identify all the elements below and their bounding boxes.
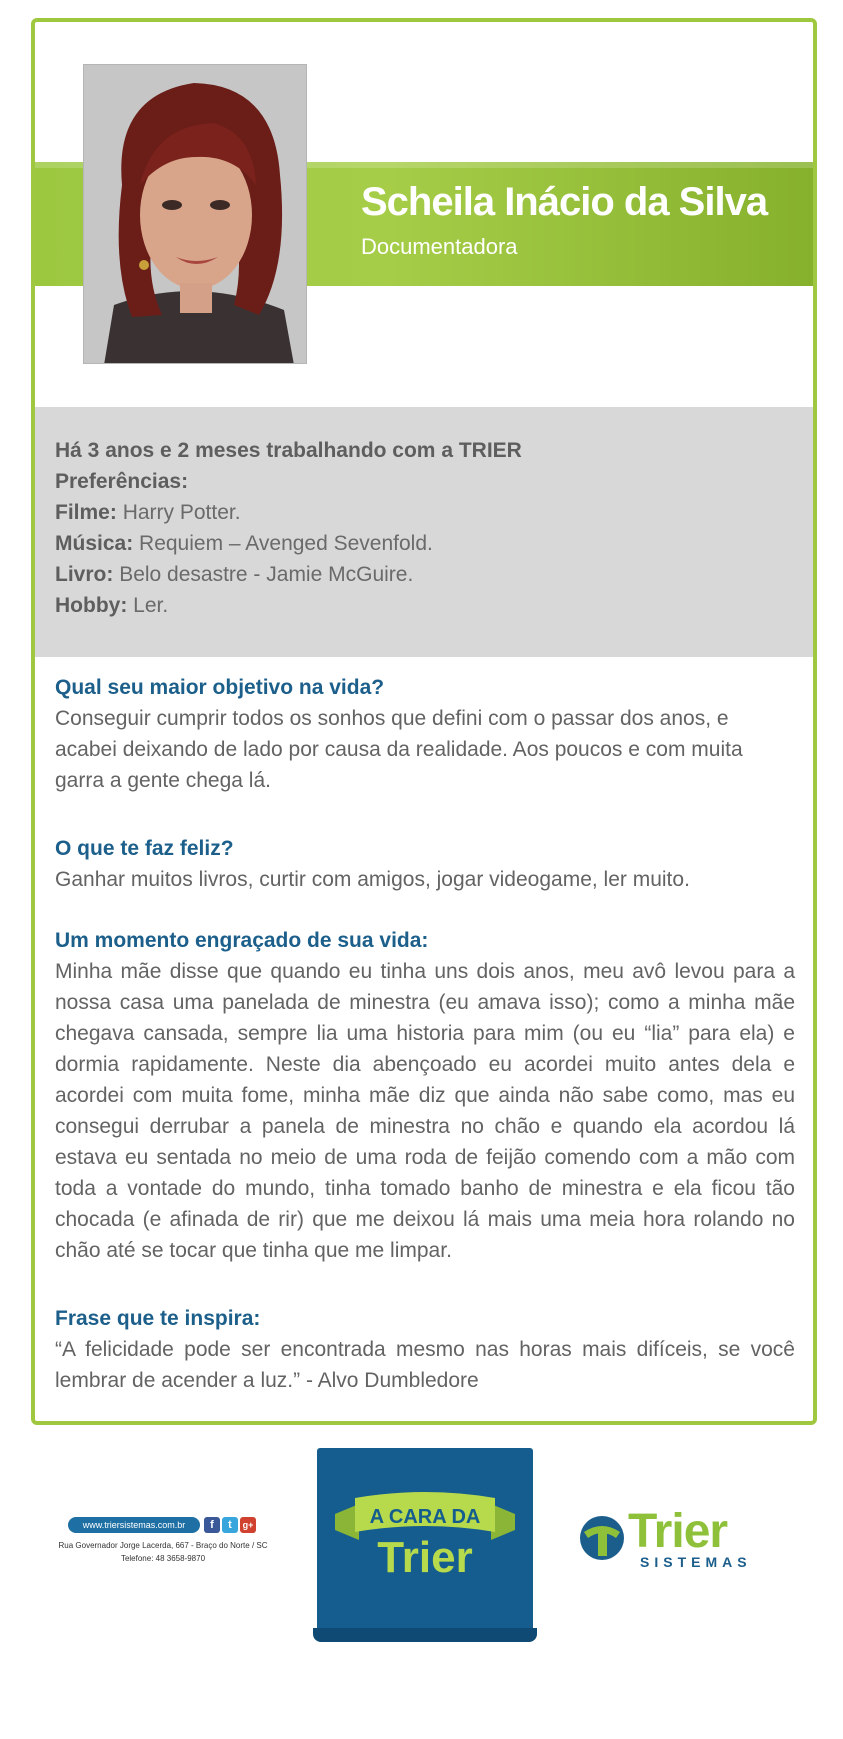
trier-logo — [578, 1505, 778, 1576]
hobby-label: Hobby: — [55, 594, 128, 617]
happy-question: O que te faz feliz? — [55, 837, 234, 860]
badge-line2: Trier — [377, 1533, 473, 1582]
happy-answer: Ganhar muitos livros, curtir com amigos, jogar videogame, ler muito. — [55, 868, 690, 891]
funny-answer: Minha mãe disse que quando eu tinha uns dois anos, meu avô levou para a nossa casa uma panelada de minestra (eu amava isso); como a minha mãe chegava cansada, sempre lia uma historia para mim (ou eu “lia” para ela) e dormia rapidamente. Neste dia abençoado eu acordei muito antes dela e acordei com muita fome, minha mãe diz que ainda não sabe como, mas eu consegui derrubar a panela de minestra no chão e quando ela acordou lá estava eu sentada no meio de uma roda de feijão comendo com a mão com toda a vontade do mundo, tinha tomado banho de minestra e ela ficou tão chocada (e afinada de rir) que me deixou lá mais uma meia hora rolando no chão até se tocar que tinha que me limpar. — [55, 960, 795, 1262]
book-line — [55, 559, 793, 590]
tenure-text: Há 3 anos e 2 meses trabalhando com a TRIER — [55, 439, 522, 462]
trier-logo-sub: SISTEMAS — [640, 1554, 752, 1570]
film-label: Filme: — [55, 501, 117, 524]
hobby-line — [55, 590, 793, 621]
address-text: Rua Governador Jorge Lacerda, 667 - Braço do Norte / SC — [58, 1541, 268, 1550]
preferences-label: Preferências: — [55, 470, 189, 493]
employee-role: Documentadora — [361, 234, 518, 259]
quote-section — [55, 1304, 795, 1396]
book-label: Livro: — [55, 563, 114, 586]
goal-question: Qual seu maior objetivo na vida? — [55, 676, 385, 699]
twitter-icon[interactable]: t — [222, 1517, 238, 1533]
phone-text: Telefone: 48 3658-9870 — [120, 1554, 206, 1563]
badge-line1: A CARA DA — [369, 1506, 481, 1528]
quote-question: Frase que te inspira: — [55, 1307, 261, 1330]
goal-section — [55, 673, 795, 796]
profile-card — [31, 18, 817, 1425]
a-cara-da-trier-badge — [317, 1448, 533, 1636]
trier-globe-icon — [578, 1514, 626, 1562]
profile-photo — [83, 64, 307, 364]
details-block — [35, 407, 813, 657]
portrait-illustration — [84, 65, 307, 364]
music-line — [55, 528, 793, 559]
goal-answer: Conseguir cumprir todos os sonhos que defini com o passar dos anos, e acabei deixando de lado por causa da realidade. Aos poucos e com muita garra a gente chega lá. — [55, 707, 743, 792]
funny-question: Um momento engraçado de sua vida: — [55, 929, 429, 952]
music-label: Música: — [55, 532, 134, 555]
book-value: Belo desastre - Jamie McGuire. — [119, 563, 414, 586]
music-value: Requiem – Avenged Sevenfold. — [139, 532, 433, 555]
quote-answer: “A felicidade pode ser encontrada mesmo nas horas mais difíceis, se você lembrar de acender a luz.” - Alvo Dumbledore — [55, 1338, 795, 1392]
happy-section — [55, 834, 795, 895]
film-line — [55, 497, 793, 528]
film-value: Harry Potter. — [122, 501, 241, 524]
google-plus-icon[interactable]: g+ — [240, 1517, 256, 1533]
footer-contact — [58, 1517, 268, 1577]
facebook-icon[interactable]: f — [204, 1517, 220, 1533]
employee-name: Scheila Inácio da Silva — [361, 180, 768, 224]
hobby-value: Ler. — [133, 594, 169, 617]
badge-base — [313, 1628, 537, 1642]
trier-logo-word: Trier — [628, 1505, 728, 1558]
tenure-line — [55, 435, 793, 466]
funny-section — [55, 926, 795, 1266]
badge-artwork — [317, 1448, 533, 1636]
website-link[interactable]: www.triersistemas.com.br — [68, 1517, 200, 1533]
preferences-heading — [55, 466, 793, 497]
